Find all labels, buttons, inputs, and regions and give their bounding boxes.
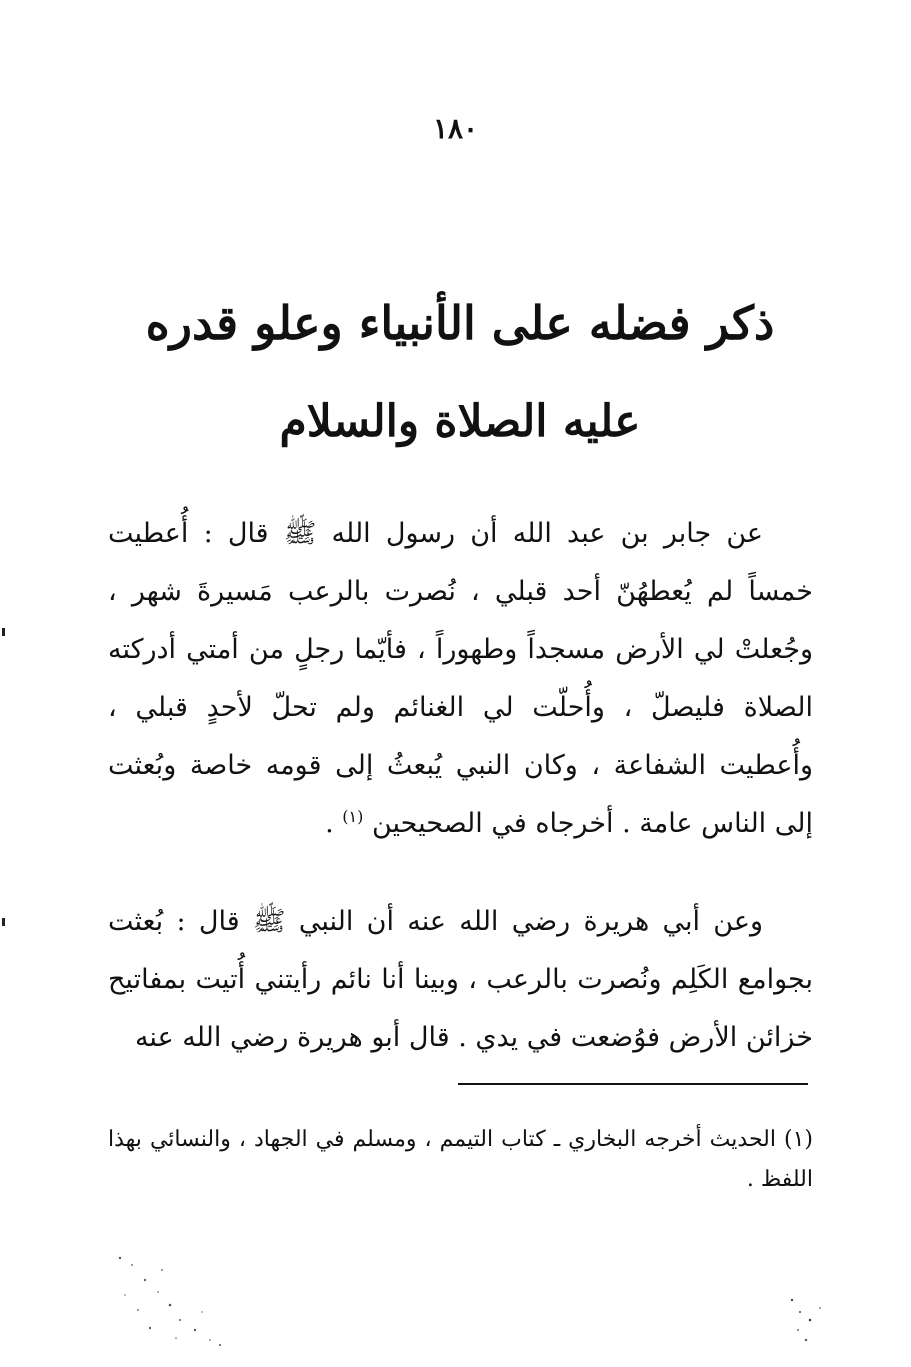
footnote-divider [458, 1083, 808, 1085]
scan-noise [780, 1290, 840, 1350]
scan-mark [2, 918, 5, 926]
page-number: ١٨٠ [432, 112, 479, 145]
chapter-heading-subline: عليه الصلاة والسلام [279, 396, 641, 447]
body-paragraph-2 [108, 893, 813, 1067]
footnote-text: (١) الحديث أخرجه البخاري ـ كتاب التيمم ، ومسلم في الجهاد ، والنسائي بهذا اللفظ . [108, 1127, 813, 1192]
paragraph-2-text: وعن أبي هريرة رضي الله عنه أن النبي ﷺ قال : بُعثت بجوامع الكَلِم ونُصرت بالرعب ، وبينا أنا نائم رأيتني أُتيت بمفاتيح خزائن الأرض فوُضعت في يدي . قال أبو هريرة رضي الله عنه [108, 906, 813, 1053]
body-paragraph-1 [108, 505, 813, 853]
footnote-marker: (١) [342, 807, 364, 826]
paragraph-1-end: . [325, 808, 343, 839]
chapter-heading: ذكر فضله على الأنبياء وعلو قدره [145, 296, 775, 350]
footnote [108, 1120, 813, 1200]
scan-mark [2, 628, 5, 636]
paragraph-1-text: عن جابر بن عبد الله أن رسول الله ﷺ قال : أُعطيت خمساً لم يُعطهُنّ أحد قبلي ، نُصرت بالرعب مَسيرةَ شهر ، وجُعلتْ لي الأرض مسجداً وطهوراً ، فأيّما رجلٍ من أمتي أدركته الصلاة فليصلّ ، وأُحلّت لي الغنائم ولم تحلّ لأحدٍ قبلي ، وأُعطيت الشفاعة ، وكان النبي يُبعثُ إلى قومه خاصة وبُعثت إلى الناس عامة . أخرجاه في الصحيحين [108, 518, 813, 839]
scan-noise [110, 1250, 230, 1350]
